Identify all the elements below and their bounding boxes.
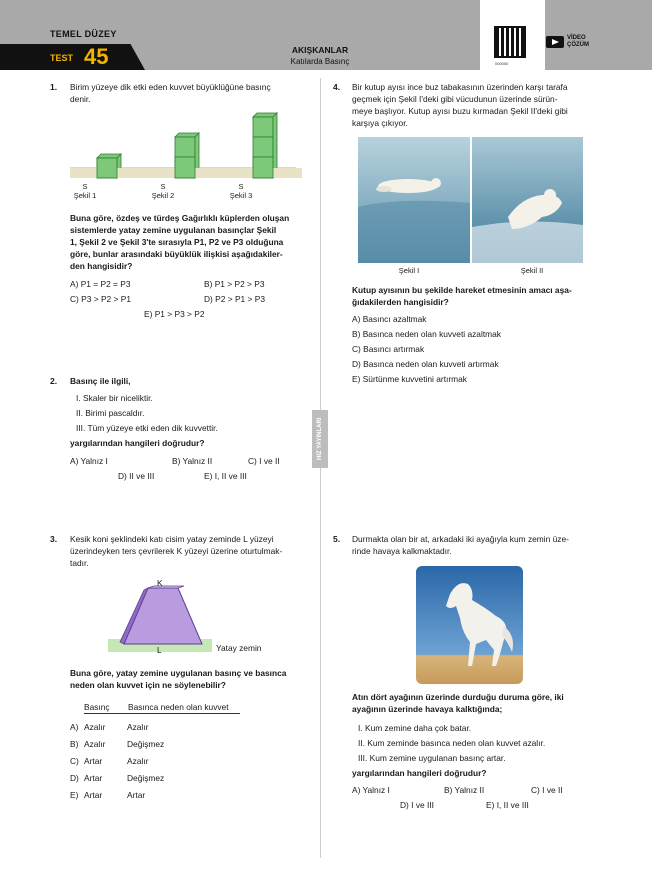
q3-options[interactable] — [70, 719, 164, 804]
test-label: TEST — [50, 53, 74, 63]
q3-option-d[interactable]: D) Artar Değişmez — [70, 773, 165, 783]
q5-option-e[interactable]: E) I, II ve III — [486, 800, 529, 810]
q2-intro: Basınç ile ilgili, — [70, 376, 131, 386]
q4-option-d[interactable]: D) Basınca neden olan kuvveti artırmak — [352, 359, 499, 369]
q4-options[interactable] — [352, 312, 501, 387]
q3-text: Kesik koni şeklindeki katı cisim yatay zeminde L yüzeyi üzerindeyken ters çevrilerek K yüzeyi üzerine oturtulmak- tadır. — [70, 534, 283, 568]
q3-number: 3. — [50, 534, 58, 544]
q1-fig1-surface-label: S — [82, 182, 88, 191]
q4-figure-1-photo — [358, 137, 470, 263]
q1-fig3-caption: Şekil 3 — [229, 191, 253, 200]
q5-option-b[interactable]: B) Yalnız II — [444, 785, 485, 795]
q2-option-d[interactable]: D) II ve III — [118, 471, 155, 481]
q3-header-force: Basınca neden olan kuvvet — [128, 702, 229, 712]
q1-option-a[interactable]: A) P1 = P2 = P3 — [70, 279, 131, 289]
q1-option-c[interactable]: C) P3 > P2 > P1 — [70, 294, 131, 304]
q4-caption-1: Şekil I — [398, 266, 420, 275]
q4-option-c[interactable]: C) Basıncı artırmak — [352, 344, 425, 354]
q4-text: Bir kutup ayısı ince buz tabakasının üzerinden karşı tarafa geçmek için Şekil I'deki gibi vücudunun üzerinde sürün- meye başlıyor. Kutup ayısı buzu kırmadan Şekil II'deki gibi karşıya çıkıyor. — [352, 82, 568, 128]
q2-option-c[interactable]: C) I ve II — [248, 456, 280, 466]
q1-fig3-surface-label: S — [238, 182, 244, 191]
q4-caption-2: Şekil II — [520, 266, 544, 275]
q4-option-b[interactable]: B) Basınca neden olan kuvveti azaltmak — [352, 329, 501, 339]
q5-horse-photo — [416, 566, 523, 684]
qr-code[interactable] — [494, 26, 526, 58]
qr-code-text: 000000 — [495, 61, 509, 66]
q4-number: 4. — [333, 82, 341, 92]
video-play-icon[interactable] — [546, 36, 564, 48]
column-divider — [320, 78, 321, 858]
q3-question: Buna göre, yatay zemine uygulanan basınç ve basınca neden olan kuvvet için ne söylenebilir? — [70, 668, 287, 690]
q5-option-d[interactable]: D) I ve III — [400, 800, 434, 810]
q4-question: Kutup ayısının bu şekilde hareket etmesinin amacı aşa- ğıdakilerden hangisidir? — [352, 285, 572, 307]
q5-statements: I. Kum zemine daha çok batar. II. Kum zeminde basınca neden olan kuvvet azalır. III. Kum zemine uygulanan basınç artar. — [358, 723, 546, 763]
topic-title: AKIŞKANLAR — [291, 45, 349, 55]
q5-question: Atın dört ayağının üzerinde durduğu duruma göre, iki ayağının üzerinde havaya kalktığında; — [352, 692, 564, 714]
q1-figure — [70, 108, 310, 204]
q3-table-rule — [84, 713, 240, 714]
q5-option-c[interactable]: C) I ve II — [531, 785, 563, 795]
q5-option-a[interactable]: A) Yalnız I — [352, 785, 390, 795]
level-label: TEMEL DÜZEY — [50, 29, 117, 39]
test-number: 45 — [84, 44, 109, 69]
q5-question-2: yargılarından hangileri doğrudur? — [352, 768, 487, 778]
q1-question: Buna göre, özdeş ve türdeş Gağırlıklı küplerden oluşan sistemlerde yatay zemine uygulanan basınçlar Şekil 1, Şekil 2 ve Şekil 3'te sırasıyla P1, P2 ve P3 olduğuna göre, bunlar arasındaki büyüklük ilişkisi aşağıdakiler- den hangisidir? — [70, 213, 290, 271]
q1-number: 1. — [50, 82, 58, 92]
q1-text: Birim yüzeye dik etki eden kuvvet büyüklüğüne basınç denir. — [70, 82, 271, 104]
q4-figure-2-photo — [472, 137, 583, 263]
q2-number: 2. — [50, 376, 58, 386]
q1-fig2-caption: Şekil 2 — [151, 191, 175, 200]
q1-option-b[interactable]: B) P1 > P2 > P3 — [204, 279, 265, 289]
q3-option-c[interactable]: C) Artar Azalır — [70, 756, 149, 766]
q3-label-k: K — [157, 578, 163, 588]
q2-statements: I. Skaler bir niceliktir. II. Birimi pascaldır. III. Tüm yüzeye etki eden dik kuvvettir. — [76, 393, 218, 433]
subtopic-title: Katılarda Basınç — [290, 57, 350, 66]
q3-option-a[interactable]: A) Azalır Azalır — [70, 722, 149, 732]
video-solution-label[interactable]: VİDEO ÇÖZÜM — [567, 35, 589, 48]
q4-option-a[interactable]: A) Basıncı azaltmak — [352, 314, 427, 324]
q2-option-e[interactable]: E) I, II ve III — [204, 471, 247, 481]
q3-ground-label: Yatay zemin — [216, 643, 262, 653]
q1-option-e[interactable]: E) P1 > P3 > P2 — [144, 309, 205, 319]
q1-option-d[interactable]: D) P2 > P1 > P3 — [204, 294, 265, 304]
q5-text: Durmakta olan bir at, arkadaki iki ayağıyla kum zemin üze- rinde havaya kalkmaktadır. — [352, 534, 569, 556]
header-band-right — [545, 0, 652, 70]
q5-number: 5. — [333, 534, 341, 544]
q2-question: yargılarından hangileri doğrudur? — [70, 438, 205, 448]
q3-option-e[interactable]: E) Artar Artar — [70, 790, 146, 800]
q2-option-a[interactable]: A) Yalnız I — [70, 456, 108, 466]
q3-label-l: L — [157, 645, 162, 655]
q3-option-b[interactable]: B) Azalır Değişmez — [70, 739, 165, 749]
q3-header-pressure: Basınç — [84, 702, 110, 712]
q2-option-b[interactable]: B) Yalnız II — [172, 456, 213, 466]
q1-fig2-surface-label: S — [160, 182, 166, 191]
q1-fig1-caption: Şekil 1 — [73, 191, 97, 200]
q4-option-e[interactable]: E) Sürtünme kuvvetini artırmak — [352, 374, 467, 384]
publisher-side-logo: HIZ YAYINLARI — [312, 410, 328, 468]
